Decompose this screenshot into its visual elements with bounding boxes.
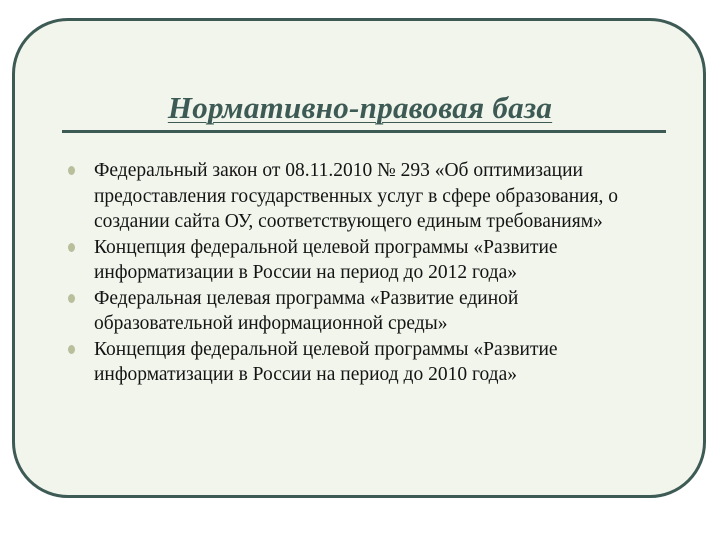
- list-item: [62, 337, 662, 388]
- list-item: [62, 158, 662, 235]
- list-item-text: Концепция федеральной целевой программы «Развитие информатизации в России на период до 2012 года»: [94, 236, 558, 283]
- list-item-text: Федеральная целевая программа «Развитие единой образовательной информационной среды»: [94, 287, 519, 334]
- list-item: [62, 235, 662, 286]
- bullet-icon: [68, 166, 75, 175]
- bullet-icon: [68, 243, 75, 252]
- list-item-text: Концепция федеральной целевой программы «Развитие информатизации в России на период до 2010 года»: [94, 338, 558, 385]
- list-item: [62, 286, 662, 337]
- slide-title: Нормативно-правовая база: [167, 90, 553, 125]
- bullet-icon: [68, 345, 75, 354]
- list-item-text: Федеральный закон от 08.11.2010 № 293 «Об оптимизации предоставления государственных услуг в сфере образования, о создании сайта ОУ, соответствующего единым требованиям»: [94, 160, 619, 232]
- bullet-list: [62, 158, 662, 388]
- bullet-icon: [68, 294, 75, 303]
- title-divider: [62, 130, 666, 133]
